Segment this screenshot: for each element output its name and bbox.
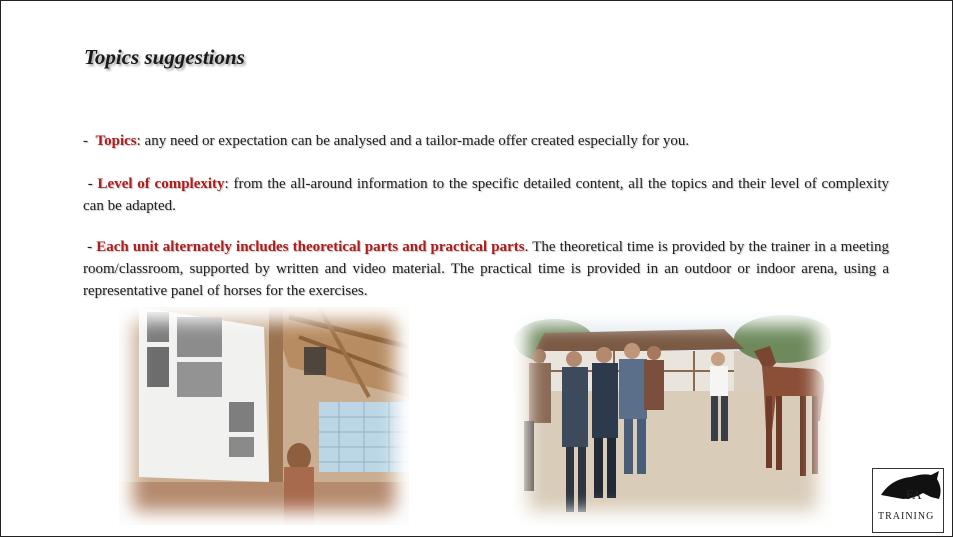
- topic-item-units: [83, 236, 889, 302]
- logo-initials: FA: [906, 487, 922, 502]
- topic-item-topics: [83, 130, 889, 152]
- item-text: : from the all-around information to the specific detailed content, all the topics and their level of complexity can be adapted.: [83, 176, 890, 214]
- item-text: . The theoretical time is provided by the trainer in a meeting room/classroom, supported by written and video material. The practical time is provided in an outdoor or indoor arena, using a representative panel of horses for the exercises.: [83, 239, 890, 299]
- item-prefix: -: [83, 133, 96, 149]
- item-prefix: -: [83, 176, 98, 192]
- classroom-photo: [119, 307, 409, 525]
- item-keyword: Each unit alternately includes theoretical parts and practical parts: [96, 239, 525, 255]
- item-text: : any need or expectation can be analysed and a tailor-made offer created especially for you.: [136, 133, 690, 149]
- arena-photo: [514, 311, 831, 525]
- photo-vignette: [514, 311, 831, 525]
- item-prefix: -: [83, 239, 97, 255]
- item-keyword: Level of complexity: [97, 176, 225, 192]
- item-keyword: Topics: [95, 133, 137, 149]
- fa-training-logo: [872, 468, 944, 533]
- slide-title: Topics suggestions: [84, 45, 245, 69]
- topic-item-complexity: [83, 173, 889, 217]
- photo-vignette: [119, 307, 409, 525]
- logo-word: TRAINING: [878, 511, 935, 522]
